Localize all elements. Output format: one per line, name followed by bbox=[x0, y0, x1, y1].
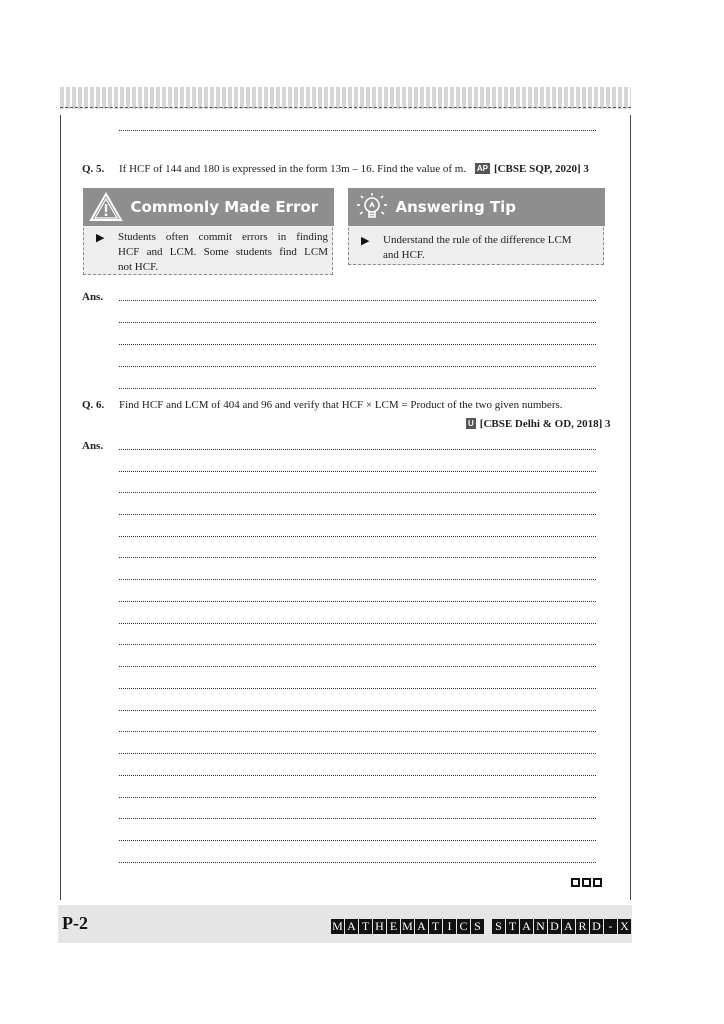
error-box-text bbox=[118, 230, 328, 275]
question-5-source: [CBSE SQP, 2020] 3 bbox=[493, 163, 589, 175]
page-frame-right bbox=[630, 115, 631, 900]
subject-letter: D bbox=[548, 919, 561, 934]
subject-letter: A bbox=[415, 919, 428, 934]
question-5-text bbox=[119, 163, 589, 175]
question-5-number: Q. 5. bbox=[82, 163, 105, 175]
question-5-body: If HCF of 144 and 180 is expressed in the form 13m – 16. Find the value of m. bbox=[119, 163, 467, 175]
answer-line bbox=[119, 840, 596, 841]
answer-line bbox=[119, 753, 596, 754]
subject-letter: M bbox=[402, 919, 413, 933]
level-tag: AP bbox=[476, 164, 488, 173]
end-of-section-boxes bbox=[571, 878, 602, 887]
answer-line bbox=[119, 130, 596, 131]
subject-letter: S bbox=[471, 919, 484, 934]
subject-letter: T bbox=[506, 919, 519, 934]
square-icon bbox=[582, 878, 591, 887]
error-line-1: Students often commit errors in finding bbox=[118, 231, 328, 243]
question-6-meta bbox=[466, 418, 611, 430]
subject-letter: C bbox=[457, 919, 470, 934]
error-line-3: not HCF. bbox=[118, 261, 159, 273]
subject-letter: M bbox=[332, 919, 343, 933]
answer-line bbox=[119, 644, 596, 645]
answer-line bbox=[119, 818, 596, 819]
subject-letter: T bbox=[429, 919, 442, 934]
tip-box-text bbox=[383, 233, 593, 263]
bullet-arrow-icon: ▶ bbox=[96, 231, 105, 244]
answer-line bbox=[119, 344, 596, 345]
tip-line-1: Understand the rule of the difference LCM bbox=[383, 234, 572, 246]
answer-line bbox=[119, 797, 596, 798]
bullet-arrow-icon: ▶ bbox=[361, 234, 370, 247]
answer-line bbox=[119, 666, 596, 667]
question-6-number: Q. 6. bbox=[82, 399, 105, 411]
square-icon bbox=[571, 878, 580, 887]
answer-5-label: Ans. bbox=[82, 291, 104, 303]
subject-letter: E bbox=[387, 919, 400, 934]
subject-title-word-2 bbox=[492, 919, 631, 934]
answer-line bbox=[119, 731, 596, 732]
subject-letter: A bbox=[562, 919, 575, 934]
tip-box-header bbox=[348, 188, 605, 226]
lightbulb-icon bbox=[354, 191, 390, 223]
answer-line bbox=[119, 322, 596, 323]
answer-line bbox=[119, 366, 596, 367]
subject-letter: N bbox=[534, 919, 547, 934]
level-tag: U bbox=[468, 419, 474, 428]
answer-line bbox=[119, 300, 596, 301]
answer-line bbox=[119, 388, 596, 389]
subject-letter: S bbox=[492, 919, 505, 934]
subject-letter: X bbox=[618, 919, 631, 934]
subject-letter: - bbox=[604, 919, 617, 934]
answer-line bbox=[119, 492, 596, 493]
subject-letter: D bbox=[590, 919, 603, 934]
subject-letter: R bbox=[576, 919, 589, 934]
subject-letter: I bbox=[443, 919, 456, 934]
page-frame-left bbox=[60, 115, 61, 900]
answer-line bbox=[119, 862, 596, 863]
page-number: P-2 bbox=[62, 913, 88, 933]
tip-box-title: Answering Tip bbox=[395, 197, 517, 216]
answering-tip-box bbox=[348, 188, 604, 265]
answer-line bbox=[119, 688, 596, 689]
question-6-source: [CBSE Delhi & OD, 2018] 3 bbox=[479, 418, 611, 430]
subject-letter: H bbox=[373, 919, 386, 934]
header-divider bbox=[60, 107, 631, 108]
square-icon bbox=[593, 878, 602, 887]
answer-line bbox=[119, 514, 596, 515]
header-band bbox=[60, 87, 631, 109]
answer-line bbox=[119, 623, 596, 624]
answer-line bbox=[119, 710, 596, 711]
tip-line-2: and HCF. bbox=[383, 249, 425, 261]
subject-title-word-1 bbox=[331, 919, 484, 934]
subject-letter: A bbox=[345, 919, 358, 934]
warning-triangle-icon bbox=[89, 192, 123, 222]
answer-line bbox=[119, 775, 596, 776]
answer-line bbox=[119, 449, 596, 450]
error-line-2: HCF and LCM. Some students find LCM bbox=[118, 246, 328, 258]
subject-letter: A bbox=[520, 919, 533, 934]
answer-line bbox=[119, 579, 596, 580]
error-box-title: Commonly Made Error bbox=[130, 197, 319, 216]
question-6-text: Find HCF and LCM of 404 and 96 and verify that HCF × LCM = Product of the two given numbers. bbox=[119, 399, 563, 411]
question-5-meta bbox=[475, 163, 589, 175]
error-box-header bbox=[83, 188, 334, 226]
subject-letter: T bbox=[359, 919, 372, 934]
answer-line bbox=[119, 601, 596, 602]
commonly-made-error-box bbox=[83, 188, 333, 275]
answer-line bbox=[119, 471, 596, 472]
answer-line bbox=[119, 557, 596, 558]
answer-6-label: Ans. bbox=[82, 440, 104, 452]
answer-line bbox=[119, 536, 596, 537]
